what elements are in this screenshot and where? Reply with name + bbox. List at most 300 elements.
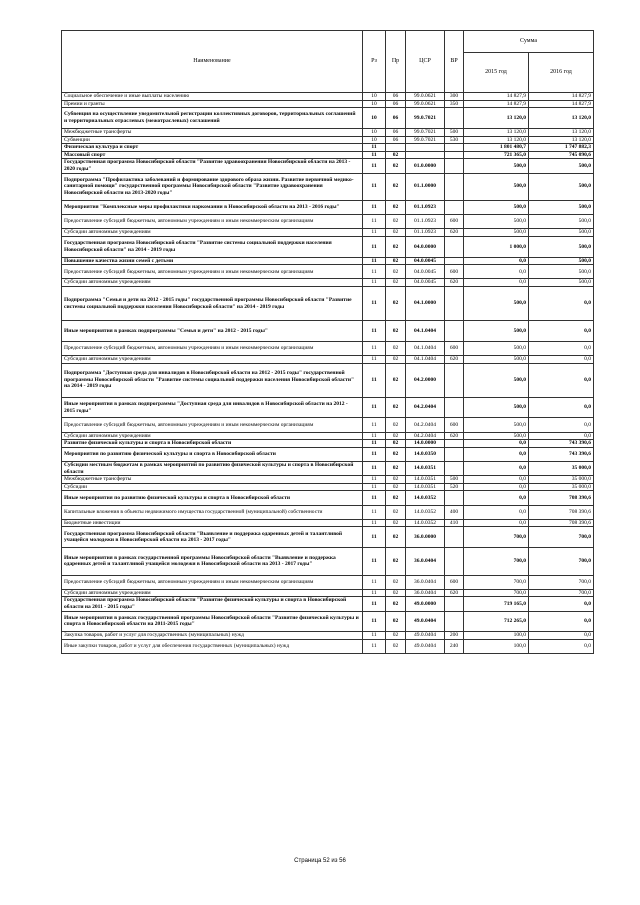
cell-name: Предоставление субсидий бюджетным, автономным учреждениям и иным некоммерческим организациям [62,265,363,279]
cell-sum-2015: 500,0 [464,418,529,432]
cell-sum-2016: 14 827,9 [529,93,594,101]
cell-vr: 620 [445,279,464,287]
cell-name: Подпрограмма "Профилактика заболеваний и формирование здорового образа жизни. Развитие первичной медико-санитарной помощи" государственной программы Новосибирской области "Развитие здравоохранения Новосибирской области на 2013-2020 годы" [62,173,363,200]
cell-sum-2016: 0,0 [529,611,594,632]
col-header-rz: Рз [363,31,386,93]
cell-csr: 14.0.0351 [406,483,445,491]
cell-csr: 01.1.0000 [406,173,445,200]
cell-rz: 11 [363,505,386,519]
cell-sum-2015: 500,0 [464,356,529,364]
cell-pr: 02 [386,418,406,432]
cell-sum-2016: 708 390,6 [529,505,594,519]
cell-name: Предоставление субсидий бюджетным, автономным учреждениям и иным некоммерческим организациям [62,215,363,229]
cell-rz: 11 [363,215,386,229]
table-row [62,341,594,355]
cell-vr: 200 [445,632,464,640]
cell-csr: 99.0.7021 [406,108,445,129]
cell-sum-2015: 1 000,0 [464,236,529,257]
cell-pr: 02 [386,432,406,440]
cell-vr [445,611,464,632]
cell-sum-2015: 500,0 [464,397,529,418]
cell-name: Субсидии [62,483,363,491]
col-header-sum: Сумма [464,31,594,53]
cell-vr [445,159,464,173]
cell-sum-2015: 0,0 [464,462,529,476]
cell-rz: 11 [363,159,386,173]
cell-name: Субвенция на осуществление уведомительной регистрации коллективных договоров, территориальных соглашений и территориальных отраслевых (межотраслевых) соглашений [62,108,363,129]
cell-csr: 04.2.0404 [406,418,445,432]
col-header-2016: 2016 год [529,53,594,93]
cell-vr: 600 [445,341,464,355]
table-row [62,476,594,484]
cell-sum-2016: 500,0 [529,236,594,257]
table-row [62,279,594,287]
cell-rz: 11 [363,200,386,214]
cell-vr: 520 [445,483,464,491]
cell-sum-2016: 708 390,6 [529,491,594,505]
cell-csr [406,144,445,152]
cell-rz: 10 [363,93,386,101]
table-row [62,639,594,653]
cell-name: Повышение качества жизни семей с детьми [62,257,363,265]
table-row [62,93,594,101]
cell-rz: 10 [363,136,386,144]
cell-sum-2016: 500,0 [529,279,594,287]
cell-name: Закупка товаров, работ и услуг для государственных (муниципальных) нужд [62,632,363,640]
col-header-csr: ЦСР [406,31,445,93]
cell-name: Государственная программа Новосибирской области "Развитие физической культуры и спорта в Новосибирской области на 2011 - 2015 годы" [62,597,363,611]
cell-sum-2015: 1 801 480,7 [464,144,529,152]
cell-sum-2016: 1 747 882,3 [529,144,594,152]
cell-rz: 11 [363,363,386,397]
cell-name: Премии и гранты [62,100,363,108]
cell-rz: 11 [363,151,386,159]
cell-vr [445,440,464,448]
cell-pr: 02 [386,200,406,214]
cell-pr: 02 [386,462,406,476]
cell-sum-2016: 708 390,6 [529,519,594,527]
col-header-name: Наименование [62,31,363,93]
cell-rz: 11 [363,462,386,476]
cell-pr: 02 [386,229,406,237]
cell-pr: 06 [386,128,406,136]
cell-sum-2015: 721 365,0 [464,151,529,159]
cell-pr: 06 [386,100,406,108]
cell-sum-2016: 0,0 [529,363,594,397]
cell-sum-2015: 0,0 [464,491,529,505]
cell-csr: 14.0.0000 [406,440,445,448]
cell-pr: 02 [386,356,406,364]
table-row [62,173,594,200]
cell-sum-2015: 500,0 [464,341,529,355]
cell-sum-2015: 700,0 [464,575,529,589]
cell-sum-2016: 13 120,0 [529,108,594,129]
cell-sum-2015: 500,0 [464,363,529,397]
cell-csr: 36.0.0404 [406,548,445,575]
cell-rz: 11 [363,341,386,355]
cell-vr: 620 [445,356,464,364]
cell-csr: 04.1.0404 [406,356,445,364]
cell-sum-2016: 500,0 [529,229,594,237]
table-row [62,159,594,173]
table-row [62,356,594,364]
cell-csr: 14.0.0351 [406,462,445,476]
cell-csr: 14.0.0351 [406,476,445,484]
cell-sum-2015: 14 827,9 [464,93,529,101]
cell-csr: 14.0.0350 [406,447,445,461]
cell-csr: 99.0.7021 [406,128,445,136]
cell-pr: 02 [386,548,406,575]
cell-rz: 11 [363,257,386,265]
table-row [62,265,594,279]
cell-vr: 530 [445,136,464,144]
cell-csr: 36.0.0404 [406,589,445,597]
cell-sum-2016: 0,0 [529,341,594,355]
cell-sum-2015: 700,0 [464,589,529,597]
cell-rz: 11 [363,589,386,597]
cell-name: Государственная программа Новосибирской области "Развитие здравоохранения Новосибирской области на 2013 - 2020 годы" [62,159,363,173]
cell-vr [445,491,464,505]
cell-sum-2016: 700,0 [529,548,594,575]
cell-sum-2016: 0,0 [529,397,594,418]
cell-csr: 04.1.0404 [406,341,445,355]
cell-vr: 620 [445,229,464,237]
cell-rz: 11 [363,229,386,237]
cell-sum-2015: 0,0 [464,476,529,484]
cell-rz: 11 [363,356,386,364]
table-row [62,491,594,505]
cell-pr: 06 [386,93,406,101]
col-header-2015: 2015 год [464,53,529,93]
table-row [62,200,594,214]
cell-name: Субвенции [62,136,363,144]
table-row [62,215,594,229]
cell-sum-2016: 35 000,0 [529,483,594,491]
cell-vr [445,287,464,321]
table-row [62,611,594,632]
cell-rz: 11 [363,491,386,505]
table-row [62,432,594,440]
cell-sum-2015: 0,0 [464,257,529,265]
table-row [62,519,594,527]
table-row [62,462,594,476]
cell-sum-2016: 500,0 [529,200,594,214]
cell-rz: 11 [363,597,386,611]
cell-name: Межбюджетные трансферты [62,128,363,136]
cell-csr: 49.0.0404 [406,611,445,632]
cell-vr: 600 [445,215,464,229]
cell-pr: 02 [386,440,406,448]
cell-csr: 04.2.0404 [406,397,445,418]
cell-pr: 02 [386,173,406,200]
cell-name: Межбюджетные трансферты [62,476,363,484]
cell-pr: 06 [386,108,406,129]
budget-page [61,30,593,654]
cell-sum-2016: 14 827,9 [529,100,594,108]
cell-pr: 02 [386,341,406,355]
cell-csr: 36.0.0000 [406,527,445,548]
cell-name: Физическая культура и спорт [62,144,363,152]
cell-vr [445,173,464,200]
page-number: Страница 52 из 56 [294,858,346,864]
table-row [62,397,594,418]
cell-rz: 10 [363,100,386,108]
cell-vr: 620 [445,589,464,597]
cell-csr: 04.0.0045 [406,265,445,279]
cell-sum-2016: 0,0 [529,639,594,653]
cell-name: Предоставление субсидий бюджетным, автономным учреждениям и иным некоммерческим организациям [62,575,363,589]
cell-pr: 02 [386,632,406,640]
cell-pr: 02 [386,597,406,611]
cell-csr: 49.0.0404 [406,632,445,640]
cell-vr: 350 [445,100,464,108]
cell-csr: 49.0.0000 [406,597,445,611]
cell-rz: 11 [363,397,386,418]
cell-rz: 11 [363,639,386,653]
cell-name: Иные мероприятия в рамках подпрограммы "Доступная среда для инвалидов в Новосибирской области на 2012 - 2015 годы" [62,397,363,418]
cell-rz: 11 [363,527,386,548]
cell-pr: 02 [386,363,406,397]
cell-csr: 04.0.0045 [406,257,445,265]
cell-name: Предоставление субсидий бюджетным, автономным учреждениям и иным некоммерческим организациям [62,341,363,355]
cell-rz: 11 [363,432,386,440]
cell-sum-2015: 14 827,9 [464,100,529,108]
table-row [62,575,594,589]
cell-sum-2016: 0,0 [529,356,594,364]
cell-rz: 11 [363,287,386,321]
cell-sum-2016: 0,0 [529,287,594,321]
cell-csr [406,151,445,159]
cell-sum-2016: 35 000,0 [529,476,594,484]
cell-pr: 02 [386,159,406,173]
cell-vr [445,447,464,461]
cell-vr: 410 [445,519,464,527]
cell-pr: 02 [386,519,406,527]
cell-sum-2015: 500,0 [464,173,529,200]
cell-name: Подпрограмма "Семья и дети на 2012 - 2015 годы" государственной программы Новосибирской области "Развитие системы социальной поддержки населения Новосибирской области" на 2014 - 2019 годы [62,287,363,321]
table-row [62,548,594,575]
table-row [62,589,594,597]
table-row [62,287,594,321]
cell-name: Иные закупки товаров, работ и услуг для обеспечения государственных (муниципальных) нужд [62,639,363,653]
cell-vr [445,200,464,214]
cell-rz: 10 [363,108,386,129]
cell-rz: 11 [363,265,386,279]
cell-sum-2016: 35 000,0 [529,462,594,476]
cell-pr: 02 [386,589,406,597]
cell-vr [445,597,464,611]
cell-name: Иные мероприятия в рамках государственной программы Новосибирской области "Развитие физической культуры и спорта в Новосибирской области на 2011-2015 годы" [62,611,363,632]
cell-name: Субсидии автономным учреждениям [62,356,363,364]
cell-vr [445,257,464,265]
cell-vr: 600 [445,418,464,432]
cell-sum-2015: 500,0 [464,215,529,229]
cell-name: Государственная программа Новосибирской области "Выявление и поддержка одаренных детей и талантливой учащейся молодежи в Новосибирской области на 2013 - 2017 годы" [62,527,363,548]
col-header-pr: Пр [386,31,406,93]
cell-name: Бюджетные инвестиции [62,519,363,527]
cell-rz: 11 [363,144,386,152]
cell-vr: 240 [445,639,464,653]
cell-sum-2016: 500,0 [529,173,594,200]
table-row [62,418,594,432]
cell-sum-2016: 13 120,0 [529,128,594,136]
table-row [62,440,594,448]
cell-rz: 10 [363,128,386,136]
cell-sum-2016: 700,0 [529,527,594,548]
cell-vr [445,462,464,476]
cell-sum-2015: 500,0 [464,229,529,237]
cell-name: Социальное обеспечение и иные выплаты населению [62,93,363,101]
cell-vr [445,108,464,129]
budget-table [61,30,594,654]
cell-csr: 04.1.0000 [406,287,445,321]
cell-pr: 02 [386,611,406,632]
cell-pr: 02 [386,287,406,321]
table-row [62,144,594,152]
cell-sum-2016: 0,0 [529,632,594,640]
cell-sum-2016: 0,0 [529,418,594,432]
cell-name: Иные мероприятия в рамках государственной программы Новосибирской области "Выявление и поддержка одаренных детей и талантливой учащейся молодежи в Новосибирской области на 2013 - 2017 годы" [62,548,363,575]
cell-name: Субсидии автономным учреждениям [62,279,363,287]
cell-name: Капитальные вложения в объекты недвижимого имущества государственной (муниципальной) собственности [62,505,363,519]
table-row [62,363,594,397]
cell-sum-2016: 13 120,0 [529,136,594,144]
cell-name: Государственная программа Новосибирской области "Развитие системы социальной поддержки населения Новосибирской области" на 2014 - 2019 годы [62,236,363,257]
cell-sum-2015: 13 120,0 [464,136,529,144]
cell-sum-2016: 0,0 [529,597,594,611]
cell-name: Мероприятия по развитию физической культуры и спорта в Новосибирской области [62,447,363,461]
col-header-vr: ВР [445,31,464,93]
cell-sum-2015: 500,0 [464,200,529,214]
cell-sum-2015: 719 165,0 [464,597,529,611]
cell-vr [445,527,464,548]
cell-sum-2016: 743 390,6 [529,440,594,448]
table-row [62,136,594,144]
cell-pr: 02 [386,215,406,229]
cell-vr [445,144,464,152]
table-row [62,505,594,519]
cell-sum-2015: 0,0 [464,440,529,448]
cell-vr [445,397,464,418]
table-row [62,483,594,491]
cell-pr [386,144,406,152]
cell-pr: 02 [386,505,406,519]
table-row [62,447,594,461]
cell-sum-2016: 500,0 [529,159,594,173]
cell-sum-2015: 13 120,0 [464,108,529,129]
cell-sum-2016: 500,0 [529,265,594,279]
cell-sum-2015: 0,0 [464,519,529,527]
cell-csr: 01.0.0000 [406,159,445,173]
cell-sum-2015: 700,0 [464,548,529,575]
cell-pr: 02 [386,476,406,484]
cell-vr: 600 [445,575,464,589]
cell-csr: 99.0.7021 [406,136,445,144]
cell-vr: 500 [445,128,464,136]
table-row [62,236,594,257]
cell-rz: 11 [363,173,386,200]
cell-sum-2016: 743 390,6 [529,447,594,461]
cell-pr: 02 [386,265,406,279]
cell-csr: 01.1.0923 [406,215,445,229]
cell-vr: 300 [445,93,464,101]
cell-rz: 11 [363,611,386,632]
cell-sum-2015: 100,0 [464,639,529,653]
cell-pr: 02 [386,447,406,461]
cell-sum-2015: 500,0 [464,159,529,173]
cell-sum-2016: 745 090,6 [529,151,594,159]
cell-sum-2015: 0,0 [464,447,529,461]
cell-name: Массовый спорт [62,151,363,159]
cell-name: Субсидии автономным учреждениям [62,432,363,440]
cell-vr [445,236,464,257]
cell-csr: 01.1.0923 [406,229,445,237]
cell-csr: 04.1.0404 [406,321,445,342]
cell-vr: 620 [445,432,464,440]
cell-sum-2016: 500,0 [529,215,594,229]
cell-name: Развитие физической культуры и спорта в Новосибирской области [62,440,363,448]
cell-sum-2015: 500,0 [464,321,529,342]
table-row [62,321,594,342]
cell-name: Субсидии местным бюджетам в рамках мероприятий по развитию физической культуры и спорта в Новосибирской области [62,462,363,476]
cell-pr: 02 [386,151,406,159]
cell-sum-2015: 0,0 [464,505,529,519]
cell-rz: 11 [363,632,386,640]
cell-rz: 11 [363,476,386,484]
cell-sum-2015: 0,0 [464,265,529,279]
cell-name: Иные мероприятия по развитию физической культуры и спорта в Новосибирской области [62,491,363,505]
cell-sum-2015: 500,0 [464,287,529,321]
cell-pr: 02 [386,236,406,257]
cell-csr: 49.0.0404 [406,639,445,653]
cell-csr: 04.2.0000 [406,363,445,397]
cell-csr: 14.0.0352 [406,519,445,527]
table-row [62,527,594,548]
cell-pr: 02 [386,491,406,505]
cell-rz: 11 [363,440,386,448]
cell-vr [445,363,464,397]
cell-csr: 04.2.0404 [406,432,445,440]
cell-name: Подпрограмма "Доступная среда для инвалидов в Новосибирской области на 2012 - 2015 годы" государственной программы Новосибирской области "Развитие системы социальной поддержки населения Новосибирской области" на 2014 - 2019 годы [62,363,363,397]
cell-sum-2015: 100,0 [464,632,529,640]
cell-csr: 99.0.0621 [406,100,445,108]
cell-csr: 04.0.0045 [406,279,445,287]
table-row [62,229,594,237]
cell-rz: 11 [363,418,386,432]
cell-csr: 14.0.0352 [406,505,445,519]
cell-sum-2016: 0,0 [529,321,594,342]
cell-sum-2016: 700,0 [529,575,594,589]
table-row [62,128,594,136]
cell-csr: 04.0.0000 [406,236,445,257]
table-row [62,257,594,265]
cell-rz: 11 [363,321,386,342]
cell-pr: 02 [386,279,406,287]
cell-csr: 01.1.0923 [406,200,445,214]
cell-sum-2016: 500,0 [529,257,594,265]
table-row [62,100,594,108]
cell-sum-2016: 700,0 [529,589,594,597]
cell-vr [445,548,464,575]
cell-sum-2015: 0,0 [464,483,529,491]
cell-csr: 36.0.0404 [406,575,445,589]
cell-rz: 11 [363,548,386,575]
cell-sum-2015: 712 265,0 [464,611,529,632]
table-row [62,597,594,611]
table-body [62,93,594,654]
cell-pr: 02 [386,397,406,418]
cell-name: Иные мероприятия в рамках подпрограммы "Семья и дети" на 2012 - 2015 годы" [62,321,363,342]
